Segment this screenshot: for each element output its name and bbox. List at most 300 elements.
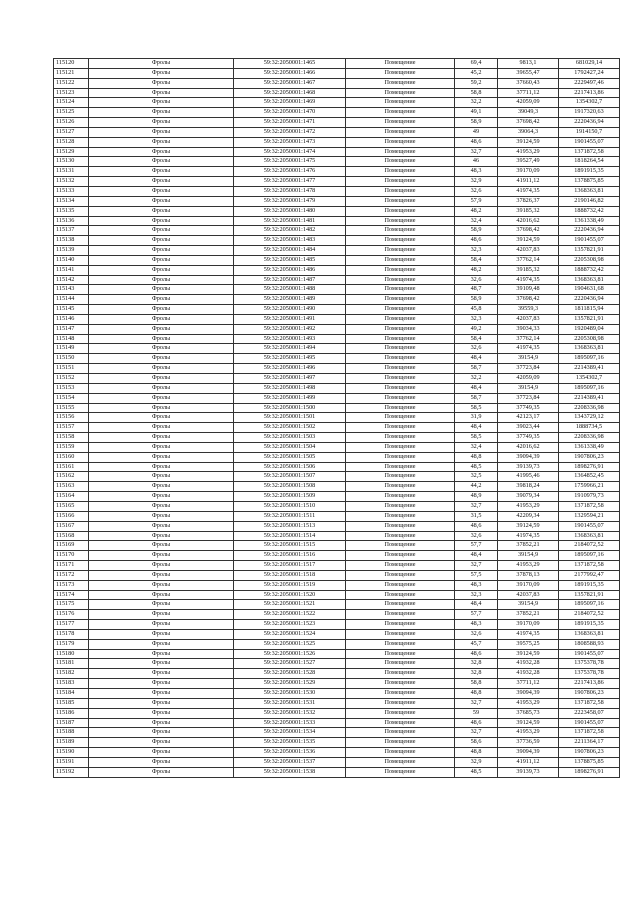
area-cell: 57,9	[455, 196, 498, 206]
area-cell: 32,6	[455, 186, 498, 196]
row-number-cell: 115161	[54, 462, 89, 472]
object-type-cell: Помещение	[346, 196, 455, 206]
unit-value-cell: 39094,39	[498, 689, 559, 699]
object-type-cell: Помещение	[346, 738, 455, 748]
table-row	[54, 521, 620, 531]
cadastral-number-cell: 59:32:2050001:1484	[234, 246, 346, 256]
table-row	[54, 206, 620, 216]
row-number-cell: 115162	[54, 472, 89, 482]
row-number-cell: 115130	[54, 157, 89, 167]
unit-value-cell: 37711,12	[498, 679, 559, 689]
unit-value-cell: 37698,42	[498, 118, 559, 128]
object-type-cell: Помещение	[346, 334, 455, 344]
cadastral-value-cell: 1375378,78	[559, 659, 620, 669]
locality-cell: Фролы	[89, 462, 234, 472]
cadastral-value-cell: 1808588,93	[559, 639, 620, 649]
locality-cell: Фролы	[89, 482, 234, 492]
object-type-cell: Помещение	[346, 265, 455, 275]
row-number-cell: 115148	[54, 334, 89, 344]
row-number-cell: 115123	[54, 88, 89, 98]
unit-value-cell: 41995,46	[498, 472, 559, 482]
area-cell: 48,8	[455, 452, 498, 462]
cadastral-value-cell: 1354302,7	[559, 374, 620, 384]
cadastral-value-cell: 1378875,85	[559, 177, 620, 187]
locality-cell: Фролы	[89, 344, 234, 354]
unit-value-cell: 39124,59	[498, 521, 559, 531]
row-number-cell: 115192	[54, 767, 89, 777]
area-cell: 48,4	[455, 600, 498, 610]
cadastral-number-cell: 59:32:2050001:1469	[234, 98, 346, 108]
area-cell: 32,6	[455, 344, 498, 354]
row-number-cell: 115140	[54, 255, 89, 265]
locality-cell: Фролы	[89, 679, 234, 689]
area-cell: 58,7	[455, 364, 498, 374]
cadastral-value-cell: 1357821,91	[559, 590, 620, 600]
unit-value-cell: 37826,37	[498, 196, 559, 206]
area-cell: 48,4	[455, 423, 498, 433]
cadastral-value-cell: 2184072,52	[559, 541, 620, 551]
cadastral-number-cell: 59:32:2050001:1483	[234, 236, 346, 246]
cadastral-value-cell: 1811815,94	[559, 305, 620, 315]
cadastral-number-cell: 59:32:2050001:1517	[234, 561, 346, 571]
object-type-cell: Помещение	[346, 698, 455, 708]
cadastral-value-cell: 1891915,35	[559, 580, 620, 590]
area-cell: 32,2	[455, 98, 498, 108]
unit-value-cell: 42037,83	[498, 246, 559, 256]
object-type-cell: Помещение	[346, 393, 455, 403]
row-number-cell: 115169	[54, 541, 89, 551]
cadastral-number-cell: 59:32:2050001:1503	[234, 433, 346, 443]
locality-cell: Фролы	[89, 590, 234, 600]
row-number-cell: 115132	[54, 177, 89, 187]
locality-cell: Фролы	[89, 147, 234, 157]
cadastral-value-cell: 1357821,91	[559, 246, 620, 256]
table-row	[54, 649, 620, 659]
cadastral-number-cell: 59:32:2050001:1492	[234, 324, 346, 334]
table-row	[54, 255, 620, 265]
area-cell: 48,2	[455, 206, 498, 216]
locality-cell: Фролы	[89, 285, 234, 295]
locality-cell: Фролы	[89, 649, 234, 659]
table-row	[54, 305, 620, 315]
table-row	[54, 118, 620, 128]
row-number-cell: 115126	[54, 118, 89, 128]
cadastral-value-cell: 1901455,07	[559, 137, 620, 147]
row-number-cell: 115145	[54, 305, 89, 315]
object-type-cell: Помещение	[346, 757, 455, 767]
unit-value-cell: 39094,39	[498, 452, 559, 462]
unit-value-cell: 37878,13	[498, 570, 559, 580]
cadastral-value-cell: 1901455,07	[559, 236, 620, 246]
row-number-cell: 115177	[54, 620, 89, 630]
locality-cell: Фролы	[89, 374, 234, 384]
table-row	[54, 669, 620, 679]
locality-cell: Фролы	[89, 433, 234, 443]
area-cell: 32,8	[455, 669, 498, 679]
table-row	[54, 108, 620, 118]
row-number-cell: 115155	[54, 403, 89, 413]
property-table	[53, 58, 620, 778]
cadastral-value-cell: 2205308,98	[559, 334, 620, 344]
table-row	[54, 501, 620, 511]
object-type-cell: Помещение	[346, 354, 455, 364]
table-row	[54, 531, 620, 541]
cadastral-value-cell: 1920489,04	[559, 324, 620, 334]
row-number-cell: 115149	[54, 344, 89, 354]
row-number-cell: 115168	[54, 531, 89, 541]
row-number-cell: 115174	[54, 590, 89, 600]
unit-value-cell: 39655,47	[498, 68, 559, 78]
cadastral-value-cell: 1888732,42	[559, 206, 620, 216]
cadastral-value-cell: 1368363,81	[559, 275, 620, 285]
area-cell: 48,6	[455, 718, 498, 728]
cadastral-value-cell: 1375378,78	[559, 669, 620, 679]
cadastral-number-cell: 59:32:2050001:1522	[234, 610, 346, 620]
object-type-cell: Помещение	[346, 236, 455, 246]
unit-value-cell: 42037,83	[498, 314, 559, 324]
table-row	[54, 403, 620, 413]
table-row	[54, 285, 620, 295]
unit-value-cell: 41974,35	[498, 629, 559, 639]
row-number-cell: 115181	[54, 659, 89, 669]
cadastral-number-cell: 59:32:2050001:1535	[234, 738, 346, 748]
area-cell: 44,2	[455, 482, 498, 492]
unit-value-cell: 39185,32	[498, 265, 559, 275]
table-row	[54, 98, 620, 108]
unit-value-cell: 37660,43	[498, 78, 559, 88]
cadastral-value-cell: 1368363,81	[559, 531, 620, 541]
area-cell: 48,6	[455, 649, 498, 659]
locality-cell: Фролы	[89, 157, 234, 167]
object-type-cell: Помещение	[346, 620, 455, 630]
locality-cell: Фролы	[89, 226, 234, 236]
locality-cell: Фролы	[89, 511, 234, 521]
locality-cell: Фролы	[89, 127, 234, 137]
unit-value-cell: 41953,29	[498, 501, 559, 511]
cadastral-value-cell: 1364852,45	[559, 472, 620, 482]
table-row	[54, 374, 620, 384]
table-row	[54, 551, 620, 561]
cadastral-value-cell: 1895097,16	[559, 383, 620, 393]
row-number-cell: 115163	[54, 482, 89, 492]
object-type-cell: Помещение	[346, 285, 455, 295]
area-cell: 48,3	[455, 167, 498, 177]
row-number-cell: 115136	[54, 216, 89, 226]
cadastral-number-cell: 59:32:2050001:1481	[234, 216, 346, 226]
object-type-cell: Помещение	[346, 403, 455, 413]
table-row	[54, 344, 620, 354]
table-row	[54, 147, 620, 157]
unit-value-cell: 41953,29	[498, 728, 559, 738]
table-row	[54, 738, 620, 748]
unit-value-cell: 37762,14	[498, 334, 559, 344]
locality-cell: Фролы	[89, 334, 234, 344]
row-number-cell: 115175	[54, 600, 89, 610]
table-row	[54, 541, 620, 551]
cadastral-number-cell: 59:32:2050001:1513	[234, 521, 346, 531]
cadastral-number-cell: 59:32:2050001:1523	[234, 620, 346, 630]
object-type-cell: Помещение	[346, 629, 455, 639]
row-number-cell: 115166	[54, 511, 89, 521]
unit-value-cell: 39023,44	[498, 423, 559, 433]
cadastral-number-cell: 59:32:2050001:1471	[234, 118, 346, 128]
cadastral-number-cell: 59:32:2050001:1497	[234, 374, 346, 384]
locality-cell: Фролы	[89, 472, 234, 482]
cadastral-number-cell: 59:32:2050001:1538	[234, 767, 346, 777]
unit-value-cell: 41953,29	[498, 147, 559, 157]
locality-cell: Фролы	[89, 108, 234, 118]
object-type-cell: Помещение	[346, 452, 455, 462]
object-type-cell: Помещение	[346, 423, 455, 433]
table-row	[54, 748, 620, 758]
area-cell: 58,6	[455, 738, 498, 748]
cadastral-number-cell: 59:32:2050001:1493	[234, 334, 346, 344]
unit-value-cell: 39139,73	[498, 767, 559, 777]
object-type-cell: Помещение	[346, 118, 455, 128]
cadastral-number-cell: 59:32:2050001:1527	[234, 659, 346, 669]
table-row	[54, 629, 620, 639]
area-cell: 58,4	[455, 255, 498, 265]
area-cell: 49,2	[455, 324, 498, 334]
cadastral-value-cell: 1378875,85	[559, 757, 620, 767]
area-cell: 31,5	[455, 511, 498, 521]
cadastral-number-cell: 59:32:2050001:1534	[234, 728, 346, 738]
row-number-cell: 115129	[54, 147, 89, 157]
locality-cell: Фролы	[89, 118, 234, 128]
cadastral-value-cell: 1371872,58	[559, 698, 620, 708]
cadastral-number-cell: 59:32:2050001:1536	[234, 748, 346, 758]
cadastral-value-cell: 1895097,16	[559, 551, 620, 561]
unit-value-cell: 41953,29	[498, 698, 559, 708]
cadastral-value-cell: 1818264,54	[559, 157, 620, 167]
object-type-cell: Помещение	[346, 728, 455, 738]
locality-cell: Фролы	[89, 689, 234, 699]
locality-cell: Фролы	[89, 59, 234, 69]
locality-cell: Фролы	[89, 669, 234, 679]
row-number-cell: 115157	[54, 423, 89, 433]
area-cell: 49	[455, 127, 498, 137]
row-number-cell: 115183	[54, 679, 89, 689]
area-cell: 58,9	[455, 295, 498, 305]
object-type-cell: Помещение	[346, 157, 455, 167]
unit-value-cell: 41932,28	[498, 669, 559, 679]
cadastral-number-cell: 59:32:2050001:1467	[234, 78, 346, 88]
unit-value-cell: 41974,35	[498, 531, 559, 541]
cadastral-value-cell: 2223458,07	[559, 708, 620, 718]
cadastral-number-cell: 59:32:2050001:1473	[234, 137, 346, 147]
locality-cell: Фролы	[89, 580, 234, 590]
unit-value-cell: 41974,35	[498, 344, 559, 354]
cadastral-number-cell: 59:32:2050001:1521	[234, 600, 346, 610]
cadastral-value-cell: 1917320,63	[559, 108, 620, 118]
cadastral-number-cell: 59:32:2050001:1514	[234, 531, 346, 541]
table-row	[54, 580, 620, 590]
object-type-cell: Помещение	[346, 551, 455, 561]
cadastral-value-cell: 2214389,41	[559, 364, 620, 374]
row-number-cell: 115180	[54, 649, 89, 659]
row-number-cell: 115127	[54, 127, 89, 137]
area-cell: 32,2	[455, 374, 498, 384]
cadastral-value-cell: 2217413,86	[559, 88, 620, 98]
area-cell: 69,4	[455, 59, 498, 69]
locality-cell: Фролы	[89, 98, 234, 108]
locality-cell: Фролы	[89, 177, 234, 187]
locality-cell: Фролы	[89, 216, 234, 226]
table-row	[54, 757, 620, 767]
area-cell: 31,9	[455, 413, 498, 423]
cadastral-number-cell: 59:32:2050001:1537	[234, 757, 346, 767]
table-row	[54, 324, 620, 334]
cadastral-value-cell: 1891915,35	[559, 620, 620, 630]
area-cell: 32,4	[455, 216, 498, 226]
cadastral-value-cell: 1895097,16	[559, 354, 620, 364]
table-row	[54, 728, 620, 738]
cadastral-number-cell: 59:32:2050001:1477	[234, 177, 346, 187]
table-row	[54, 127, 620, 137]
object-type-cell: Помещение	[346, 314, 455, 324]
row-number-cell: 115158	[54, 433, 89, 443]
cadastral-number-cell: 59:32:2050001:1505	[234, 452, 346, 462]
cadastral-number-cell: 59:32:2050001:1507	[234, 472, 346, 482]
row-number-cell: 115124	[54, 98, 89, 108]
cadastral-value-cell: 1907806,23	[559, 748, 620, 758]
object-type-cell: Помещение	[346, 501, 455, 511]
table-row	[54, 590, 620, 600]
locality-cell: Фролы	[89, 354, 234, 364]
cadastral-number-cell: 59:32:2050001:1509	[234, 492, 346, 502]
cadastral-number-cell: 59:32:2050001:1474	[234, 147, 346, 157]
cadastral-value-cell: 2211364,17	[559, 738, 620, 748]
area-cell: 45,7	[455, 639, 498, 649]
row-number-cell: 115151	[54, 364, 89, 374]
row-number-cell: 115120	[54, 59, 89, 69]
cadastral-value-cell: 1343729,12	[559, 413, 620, 423]
locality-cell: Фролы	[89, 255, 234, 265]
unit-value-cell: 42016,62	[498, 216, 559, 226]
unit-value-cell: 39154,9	[498, 354, 559, 364]
area-cell: 48,6	[455, 137, 498, 147]
area-cell: 48,4	[455, 354, 498, 364]
cadastral-number-cell: 59:32:2050001:1504	[234, 442, 346, 452]
locality-cell: Фролы	[89, 541, 234, 551]
cadastral-value-cell: 1891915,35	[559, 167, 620, 177]
object-type-cell: Помещение	[346, 639, 455, 649]
area-cell: 58,7	[455, 393, 498, 403]
unit-value-cell: 42037,83	[498, 590, 559, 600]
locality-cell: Фролы	[89, 275, 234, 285]
object-type-cell: Помещение	[346, 78, 455, 88]
table-row	[54, 59, 620, 69]
cadastral-number-cell: 59:32:2050001:1495	[234, 354, 346, 364]
row-number-cell: 115128	[54, 137, 89, 147]
document-page	[53, 58, 604, 778]
locality-cell: Фролы	[89, 423, 234, 433]
area-cell: 58,4	[455, 334, 498, 344]
cadastral-value-cell: 2208336,98	[559, 433, 620, 443]
locality-cell: Фролы	[89, 413, 234, 423]
unit-value-cell: 39185,32	[498, 206, 559, 216]
cadastral-value-cell: 2229497,46	[559, 78, 620, 88]
area-cell: 32,6	[455, 275, 498, 285]
object-type-cell: Помещение	[346, 610, 455, 620]
cadastral-value-cell: 1901455,07	[559, 649, 620, 659]
cadastral-value-cell: 1361338,49	[559, 216, 620, 226]
row-number-cell: 115171	[54, 561, 89, 571]
unit-value-cell: 37723,84	[498, 364, 559, 374]
area-cell: 32,5	[455, 472, 498, 482]
cadastral-value-cell: 2220436,94	[559, 118, 620, 128]
cadastral-value-cell: 1759966,21	[559, 482, 620, 492]
cadastral-number-cell: 59:32:2050001:1500	[234, 403, 346, 413]
cadastral-number-cell: 59:32:2050001:1533	[234, 718, 346, 728]
object-type-cell: Помещение	[346, 433, 455, 443]
unit-value-cell: 37736,59	[498, 738, 559, 748]
locality-cell: Фролы	[89, 659, 234, 669]
area-cell: 59,2	[455, 78, 498, 88]
locality-cell: Фролы	[89, 186, 234, 196]
locality-cell: Фролы	[89, 708, 234, 718]
locality-cell: Фролы	[89, 305, 234, 315]
row-number-cell: 115121	[54, 68, 89, 78]
cadastral-value-cell: 1368363,81	[559, 344, 620, 354]
table-row	[54, 295, 620, 305]
unit-value-cell: 39124,59	[498, 649, 559, 659]
table-row	[54, 442, 620, 452]
row-number-cell: 115165	[54, 501, 89, 511]
unit-value-cell: 39079,34	[498, 492, 559, 502]
area-cell: 57,7	[455, 610, 498, 620]
unit-value-cell: 41974,35	[498, 186, 559, 196]
area-cell: 48,3	[455, 580, 498, 590]
table-row	[54, 610, 620, 620]
locality-cell: Фролы	[89, 88, 234, 98]
cadastral-number-cell: 59:32:2050001:1489	[234, 295, 346, 305]
object-type-cell: Помещение	[346, 374, 455, 384]
cadastral-number-cell: 59:32:2050001:1486	[234, 265, 346, 275]
cadastral-value-cell: 1901455,07	[559, 521, 620, 531]
unit-value-cell: 41974,35	[498, 275, 559, 285]
area-cell: 57,7	[455, 541, 498, 551]
cadastral-number-cell: 59:32:2050001:1528	[234, 669, 346, 679]
row-number-cell: 115141	[54, 265, 89, 275]
row-number-cell: 115150	[54, 354, 89, 364]
table-row	[54, 600, 620, 610]
cadastral-number-cell: 59:32:2050001:1488	[234, 285, 346, 295]
unit-value-cell: 42059,09	[498, 374, 559, 384]
table-row	[54, 137, 620, 147]
object-type-cell: Помещение	[346, 344, 455, 354]
area-cell: 32,7	[455, 728, 498, 738]
unit-value-cell: 37698,42	[498, 226, 559, 236]
object-type-cell: Помещение	[346, 748, 455, 758]
cadastral-value-cell: 1910979,73	[559, 492, 620, 502]
cadastral-number-cell: 59:32:2050001:1479	[234, 196, 346, 206]
table-row	[54, 689, 620, 699]
unit-value-cell: 39527,49	[498, 157, 559, 167]
area-cell: 32,6	[455, 531, 498, 541]
table-row	[54, 78, 620, 88]
object-type-cell: Помещение	[346, 88, 455, 98]
locality-cell: Фролы	[89, 757, 234, 767]
table-row	[54, 354, 620, 364]
cadastral-value-cell: 1354302,7	[559, 98, 620, 108]
object-type-cell: Помещение	[346, 649, 455, 659]
cadastral-number-cell: 59:32:2050001:1468	[234, 88, 346, 98]
row-number-cell: 115182	[54, 669, 89, 679]
row-number-cell: 115160	[54, 452, 89, 462]
row-number-cell: 115153	[54, 383, 89, 393]
row-number-cell: 115170	[54, 551, 89, 561]
